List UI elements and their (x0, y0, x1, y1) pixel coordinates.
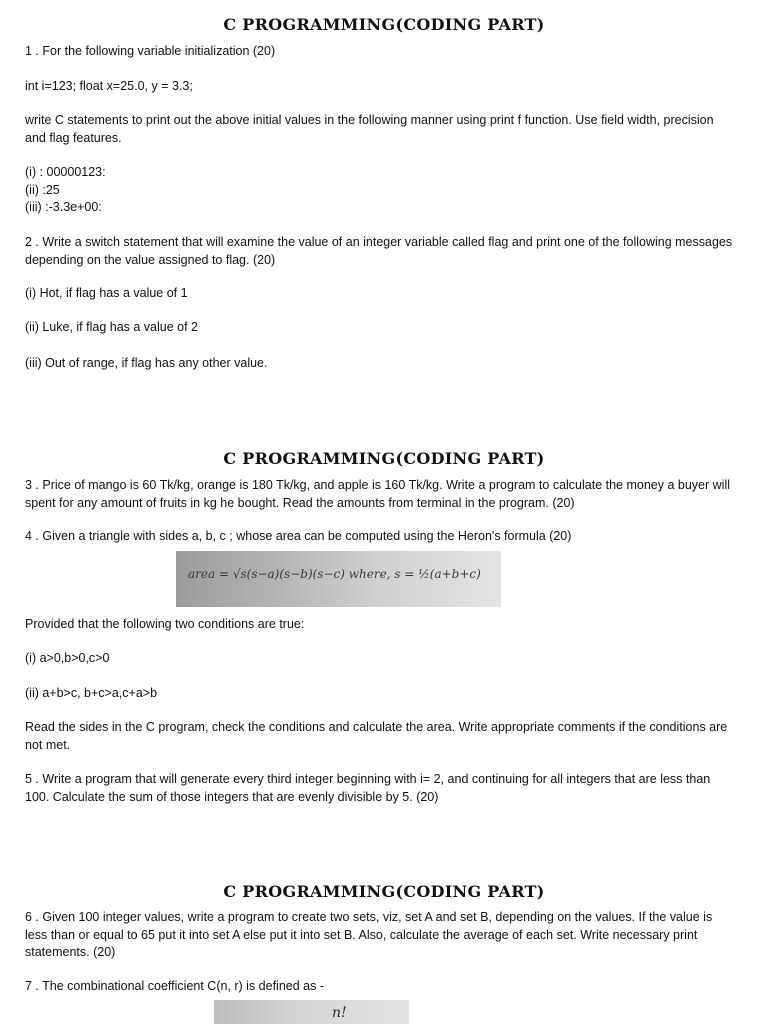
q4-text: 4 . Given a triangle with sides a, b, c ; whose area can be computed using the Heron's formula (20) (25, 529, 572, 543)
q1-output-2: (ii) :25 (25, 183, 60, 197)
q1-code: int i=123; float x=25.0, y = 3.3; (25, 79, 193, 93)
heron-formula: area = √s(s−a)(s−b)(s−c) where, s = ½(a+b+c) (188, 567, 481, 581)
q7-text: 7 . The combinational coefficient C(n, r) is defined as - (25, 979, 324, 993)
section-title-1: C PROGRAMMING(CODING PART) (223, 15, 545, 34)
q4-condition-2: (ii) a+b>c, b+c>a,c+a>b (25, 686, 158, 700)
q5-text: 5 . Write a program that will generate every third integer beginning with i= 2, and continuing for all integers that are less than 100. Calculate the sum of those integers that are evenly divisible by 5. (20) (25, 772, 711, 804)
q2-option-2: (ii) Luke, if flag has a value of 2 (25, 320, 199, 334)
q3-text: 3 . Price of mango is 60 Tk/kg, orange is 180 Tk/kg, and apple is 160 Tk/kg. Write a program to calculate the money a buyer will spent for any amount of fruits in kg he bought. Read the amounts from terminal in the program. (20) (25, 478, 730, 510)
q4-conditions-intro: Provided that the following two conditions are true: (25, 617, 305, 631)
q1-text: 1 . For the following variable initialization (20) (25, 44, 276, 58)
q4-instruction: Read the sides in the C program, check the conditions and calculate the area. Write appropriate comments if the conditions are not met. (25, 720, 728, 752)
q4-condition-1: (i) a>0,b>0,c>0 (25, 651, 110, 665)
q1-output-1: (i) : 00000123: (25, 165, 106, 179)
q1-instruction: write C statements to print out the above initial values in the following manner using print f function. Use field width, precision and flag features. (25, 113, 714, 145)
heron-formula-image (176, 551, 501, 607)
q1-output-3: (iii) :-3.3e+00: (25, 200, 102, 214)
q6-text: 6 . Given 100 integer values, write a program to create two sets, viz, set A and set B, depending on the values. If the value is less than or equal to 65 put it into set A else put it into set B. Also, calculate the average of each set. Write necessary print statements. (20) (25, 910, 713, 959)
section-title-2: C PROGRAMMING(CODING PART) (223, 449, 545, 468)
q2-text: 2 . Write a switch statement that will examine the value of an integer variable called flag and print one of the following messages depending on the value assigned to flag. (20) (25, 235, 733, 267)
section-title-3: C PROGRAMMING(CODING PART) (223, 882, 545, 901)
combination-formula-fragment: n! (332, 1005, 347, 1021)
q2-option-1: (i) Hot, if flag has a value of 1 (25, 286, 188, 300)
q2-option-3: (iii) Out of range, if flag has any other value. (25, 356, 268, 370)
combination-formula-image (214, 1000, 409, 1024)
